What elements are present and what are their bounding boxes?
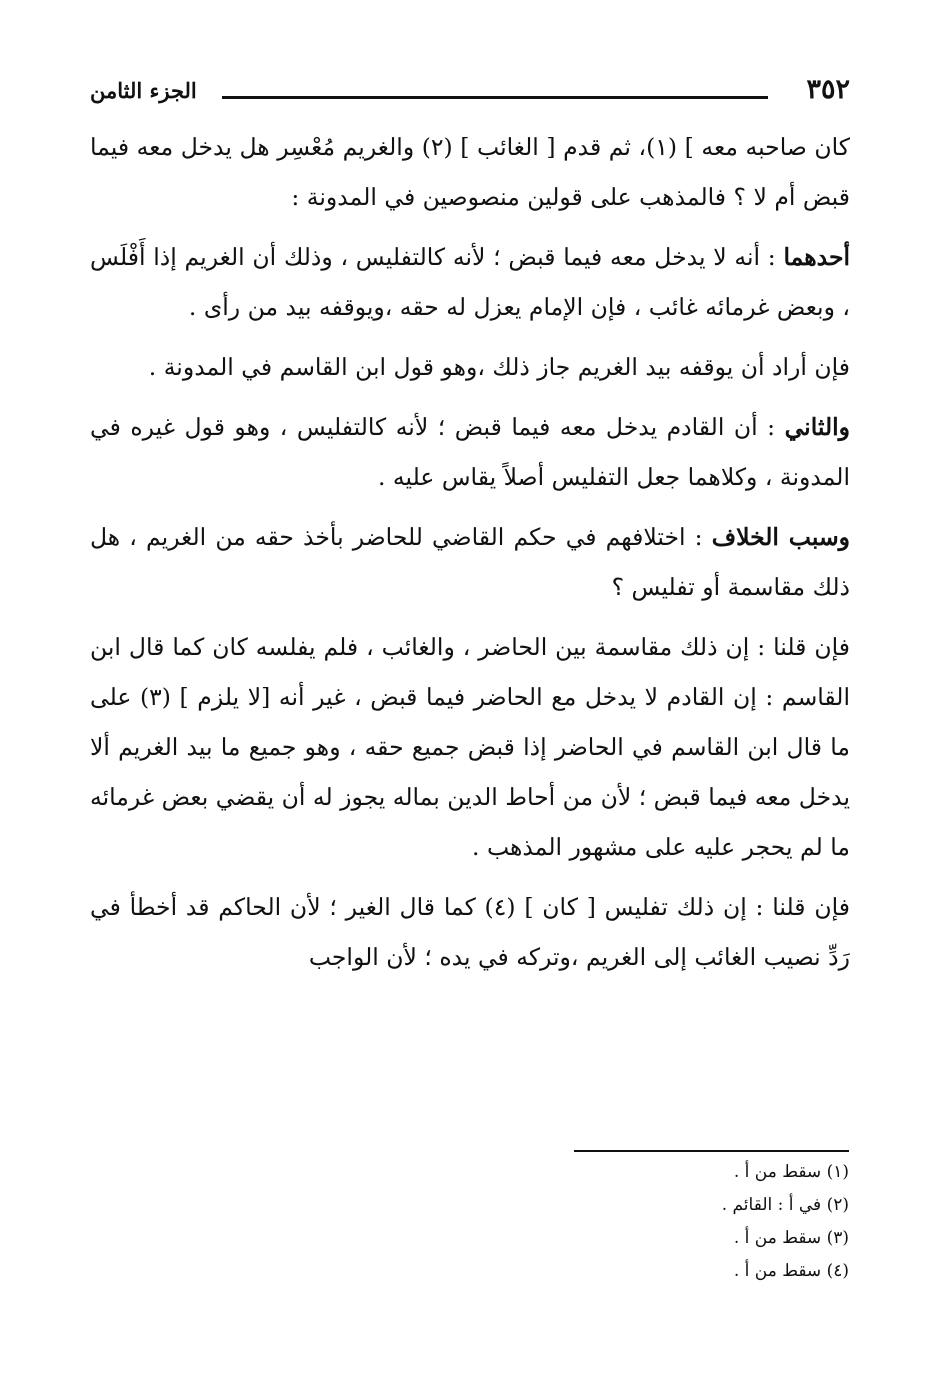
main-text <box>90 122 850 1147</box>
footnote: (١) سقط من أ . <box>733 1162 849 1182</box>
paragraph-text: : أنه لا يدخل معه فيما قبض ؛ لأنه كالتفليس ، وذلك أن الغريم إذا أَفْلَس ، وبعض غرمائه غائب ، فإن الإمام يعزل له حقه ،ويوقفه بيد من رأى . <box>90 243 850 321</box>
footnote: (٣) سقط من أ . <box>733 1228 849 1248</box>
paragraph <box>90 122 850 222</box>
paragraph <box>90 512 850 612</box>
paragraph <box>90 232 850 332</box>
page-header <box>90 74 850 118</box>
header-rule <box>222 96 768 99</box>
paragraph <box>90 342 850 392</box>
paragraph-text: كان صاحبه معه ] (١)، ثم قدم [ الغائب ] (٢) والغريم مُعْسِر هل يدخل معه فيما قبض أم لا ؟ فالمذهب على قولين منصوصين في المدونة : <box>90 133 850 211</box>
paragraph-text: فإن قلنا : إن ذلك مقاسمة بين الحاضر ، والغائب ، فلم يفلسه كان كما قال ابن القاسم : إن القادم لا يدخل مع الحاضر فيما قبض ، غير أنه [لا يلزم ] (٣) على ما قال ابن القاسم في الحاضر إذا قبض جميع حقه ، وهو جميع ما بيد الغريم ألا يدخل معه فيما قبض ؛ لأن من أحاط الدين بماله يجوز له أن يقضي بعض غرمائه ما لم يحجر عليه على مشهور المذهب . <box>90 633 850 861</box>
footnote: (٤) سقط من أ . <box>733 1261 849 1281</box>
paragraph-lead: والثاني <box>784 413 850 441</box>
footnotes <box>449 1156 849 1288</box>
paragraph-text: فإن قلنا : إن ذلك تفليس [ كان ] (٤) كما قال الغير ؛ لأن الحاكم قد أخطأ في رَدِّ نصيب الغائب إلى الغريم ،وتركه في يده ؛ لأن الواجب <box>90 893 850 971</box>
paragraph-text: فإن أراد أن يوقفه بيد الغريم جاز ذلك ،وهو قول ابن القاسم في المدونة . <box>148 353 850 381</box>
paragraph <box>90 622 850 872</box>
paragraph-lead: وسبب الخلاف <box>711 523 850 551</box>
footnote: (٢) في أ : القائم . <box>721 1195 849 1215</box>
paragraph-text: : أن القادم يدخل معه فيما قبض ؛ لأنه كالتفليس ، وهو قول غيره في المدونة ، وكلاهما جعل التفليس أصلاً يقاس عليه . <box>90 413 850 491</box>
paragraph-lead: أحدهما <box>783 243 850 271</box>
footnote-rule <box>574 1150 849 1152</box>
page-number: ٣٥٢ <box>806 74 850 105</box>
paragraph <box>90 882 850 982</box>
running-title: الجزء الثامن <box>90 78 197 103</box>
paragraph <box>90 402 850 502</box>
paragraph-text: : اختلافهم في حكم القاضي للحاضر بأخذ حقه من الغريم ، هل ذلك مقاسمة أو تفليس ؟ <box>90 523 850 601</box>
